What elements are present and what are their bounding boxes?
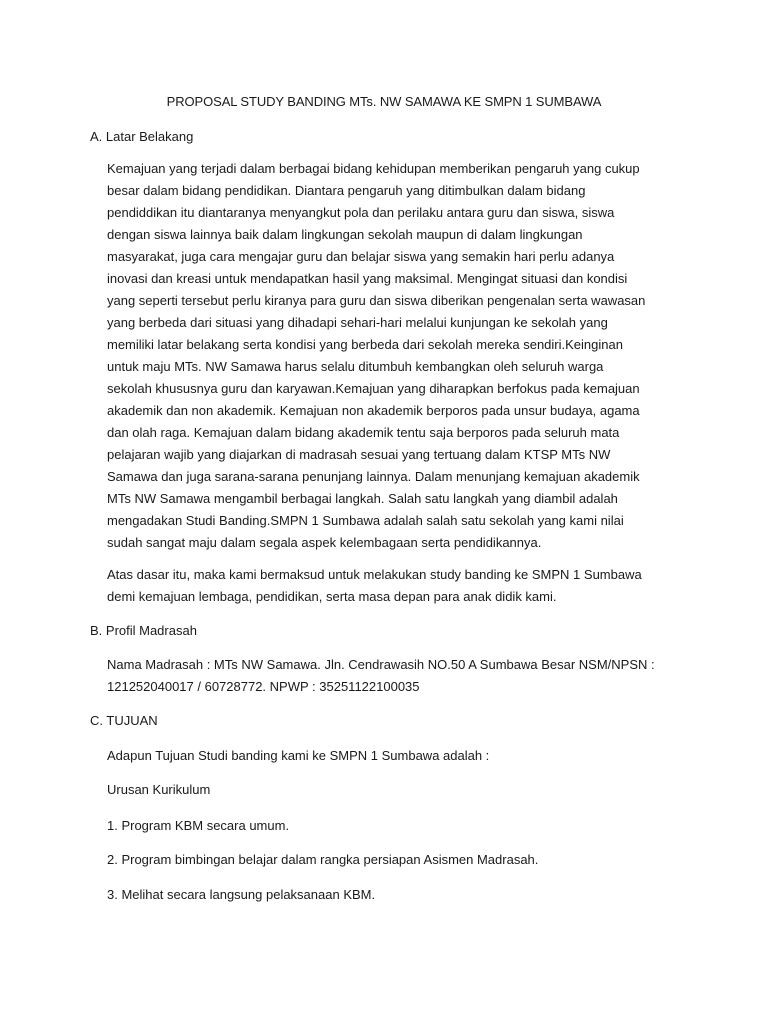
paragraph-line: besar dalam bidang pendidikan. Diantara pengaruh yang ditimbulkan dalam bidang — [107, 183, 586, 198]
paragraph-line: yang berbeda dari situasi yang dihadapi sehari-hari melalui kunjungan ke sekolah yang — [107, 315, 608, 330]
paragraph-line: memiliki latar belakang serta kondisi yang berbeda dari sekolah mereka sendiri.Keinginan — [107, 337, 623, 352]
paragraph-line: pelajaran wajib yang diajarkan di madrasah sesuai yang tertuang dalam KTSP MTs NW — [107, 447, 611, 462]
section-c-heading: C. TUJUAN — [90, 713, 158, 728]
paragraph-line: 121252040017 / 60728772. NPWP : 35251122100035 — [107, 679, 420, 694]
paragraph-line: yang seperti tersebut perlu kiranya para guru dan siswa diberikan pengenalan serta wawasan — [107, 293, 646, 308]
paragraph-line: Samawa dan juga sarana-sarana penunjang lainnya. Dalam menunjang kemajuan akademik — [107, 469, 640, 484]
paragraph-line: sekolah khususnya guru dan karyawan.Kemajuan yang diharapkan berfokus pada kemajuan — [107, 381, 640, 396]
tujuan-intro: Adapun Tujuan Studi banding kami ke SMPN 1 Sumbawa adalah : — [107, 748, 490, 763]
paragraph-line: masyarakat, juga cara mengajar guru dan belajar siswa yang semakin hari perlu adanya — [107, 249, 615, 264]
list-item: 1. Program KBM secara umum. — [107, 818, 290, 833]
profile-paragraph — [107, 654, 682, 698]
paragraph-line: MTs NW Samawa mengambil berbagai langkah. Salah satu langkah yang diambil adalah — [107, 491, 618, 506]
section-a-heading: A. Latar Belakang — [90, 129, 194, 144]
paragraph-line: untuk maju MTs. NW Samawa harus selalu ditumbuh kembangkan oleh seluruh warga — [107, 359, 604, 374]
paragraph-line: Atas dasar itu, maka kami bermaksud untuk melakukan study banding ke SMPN 1 Sumbawa — [107, 567, 642, 582]
paragraph-line: dan olah raga. Kemajuan dalam bidang akademik tentu saja berporos pada seluruh mata — [107, 425, 620, 440]
section-a-paragraph-2 — [107, 564, 682, 608]
paragraph-line: sudah sangat maju dalam segala aspek kelembagaan serta pendidikannya. — [107, 535, 542, 550]
paragraph-line: demi kemajuan lembaga, pendidikan, serta masa depan para anak didik kami. — [107, 589, 557, 604]
paragraph-line: Kemajuan yang terjadi dalam berbagai bidang kehidupan memberikan pengaruh yang cukup — [107, 161, 640, 176]
paragraph-line: akademik dan non akademik. Kemajuan non akademik berporos pada unsur budaya, agama — [107, 403, 640, 418]
paragraph-line: Nama Madrasah : MTs NW Samawa. Jln. Cendrawasih NO.50 A Sumbawa Besar NSM/NPSN : — [107, 657, 655, 672]
section-a-paragraph-1 — [107, 158, 682, 554]
section-b-heading: B. Profil Madrasah — [90, 623, 197, 638]
list-item: 2. Program bimbingan belajar dalam rangka persiapan Asismen Madrasah. — [107, 852, 539, 867]
tujuan-subheading: Urusan Kurikulum — [107, 782, 211, 797]
paragraph-line: pendiddikan itu diantaranya menyangkut pola dan perilaku antara guru dan siswa, siswa — [107, 205, 615, 220]
paragraph-line: dengan siswa lainnya baik dalam lingkungan sekolah maupun di dalam lingkungan — [107, 227, 583, 242]
paragraph-line: mengadakan Studi Banding.SMPN 1 Sumbawa adalah salah satu sekolah yang kami nilai — [107, 513, 624, 528]
list-item: 3. Melihat secara langsung pelaksanaan KBM. — [107, 887, 376, 902]
paragraph-line: inovasi dan kreasi untuk mendapatkan hasil yang maksimal. Mengingat situasi dan kondisi — [107, 271, 628, 286]
document-title: PROPOSAL STUDY BANDING MTs. NW SAMAWA KE SMPN 1 SUMBAWA — [166, 94, 602, 109]
